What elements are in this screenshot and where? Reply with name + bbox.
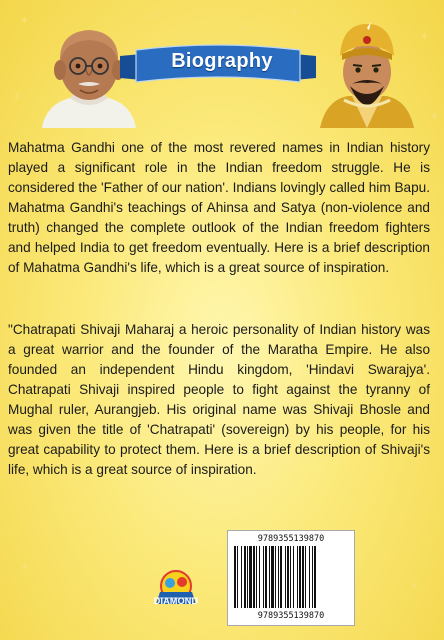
- isbn-number-bottom: 9789355139870: [257, 611, 325, 621]
- barcode-bar: [244, 546, 246, 608]
- barcode-bars: [234, 546, 348, 608]
- barcode-bar: [247, 546, 248, 608]
- shivaji-paragraph: "Chatrapati Shivaji Maharaj a heroic personality of Indian history was a great warrior and the founder of the Maratha Empire. He also founded an independent Hindu kingdom, 'Hindavi Swarajya'. Chatrapati Shivaji inspired people to fight against the tyranny of Mughal ruler, Aurangjeb. His original name was Shivaji Bhosle and was given the title of 'Chatrapati' (sovereign) by his people, for his great capability to protect them. Here is a brief description of Shivaji's life, which is a great source of inspiration.: [8, 322, 430, 477]
- barcode-bar: [299, 546, 301, 608]
- sparkle-icon: ✦: [420, 31, 430, 43]
- diamond-logo: [148, 568, 204, 614]
- barcode-bar: [265, 546, 267, 608]
- barcode-bar: [259, 546, 260, 608]
- barcode-bar: [253, 546, 255, 608]
- sparkle-icon: ✦: [430, 111, 440, 123]
- barcode-bar: [271, 546, 274, 608]
- banner-title: Biography: [171, 50, 273, 72]
- barcode-bar: [314, 546, 316, 608]
- sparkle-icon: ✦: [290, 7, 300, 19]
- barcode-bar: [285, 546, 286, 608]
- sparkle-icon: ✦: [12, 91, 22, 103]
- barcode-bar: [256, 546, 257, 608]
- sparkle-icon: ✦: [20, 15, 30, 27]
- barcode-bar: [263, 546, 264, 608]
- sparkle-icon: ✦: [410, 581, 420, 593]
- barcode-bar: [249, 546, 252, 608]
- barcode-bar: [305, 546, 306, 608]
- barcode-bar: [278, 546, 279, 608]
- barcode-bar: [293, 546, 294, 608]
- barcode-bar: [269, 546, 270, 608]
- sparkle-icon: ✦: [240, 23, 250, 35]
- barcode-bar: [290, 546, 291, 608]
- barcode-bar: [302, 546, 304, 608]
- shivaji-portrait: [318, 20, 416, 128]
- sparkle-icon: ✦: [20, 561, 30, 573]
- barcode-bar: [237, 546, 238, 608]
- barcode-bar: [241, 546, 242, 608]
- barcode-bar: [287, 546, 289, 608]
- sparkle-icon: ✦: [150, 11, 160, 23]
- barcode-bar: [309, 546, 310, 608]
- isbn-number-top: 9789355139870: [257, 534, 325, 544]
- barcode-bar: [312, 546, 313, 608]
- barcode-bar: [275, 546, 276, 608]
- barcode-bar: [280, 546, 282, 608]
- barcode-bar: [297, 546, 298, 608]
- barcode-bar: [234, 546, 236, 608]
- publisher-logo-text: DIAMOND: [153, 596, 199, 606]
- isbn-barcode: [227, 530, 355, 626]
- gandhi-paragraph: Mahatma Gandhi one of the most revered names in Indian history played a significant role in the Indian freedom struggle. He is considered the 'Father of our nation'. Indians lovingly called him Bapu. Mahatma Gandhi's teachings of Ahinsa and Satya (non-violence and truth) changed the complete outlook of the Indian freedom fighters and helped India to get freedom eventually. Here is a brief description of Mahatma Gandhi's life, which is a great source of inspiration.: [8, 140, 430, 275]
